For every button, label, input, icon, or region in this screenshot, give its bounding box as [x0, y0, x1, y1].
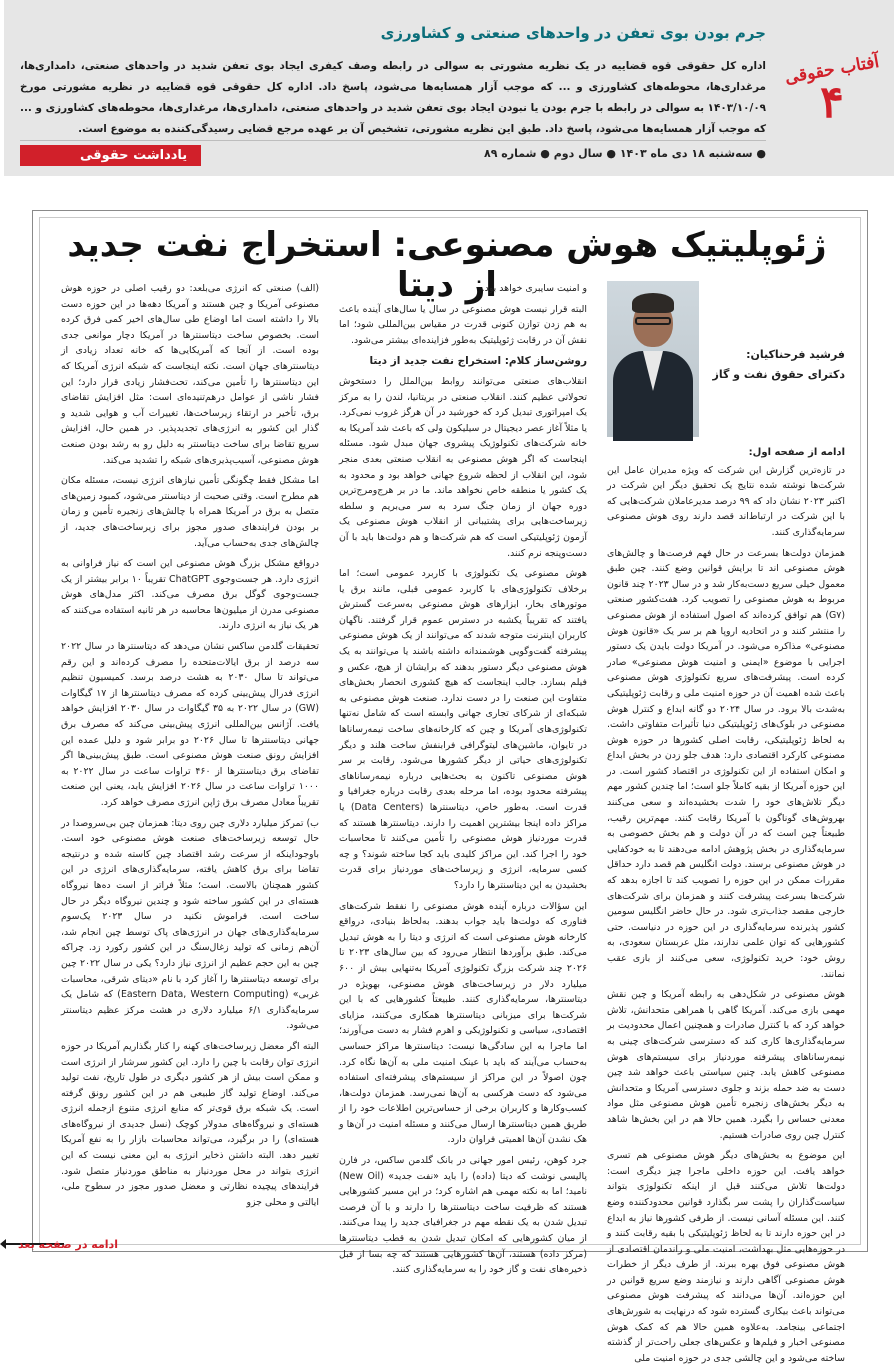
paragraph: اما مشکل فقط چگونگی تأمین نیازهای انرژی نیست، مسئله مکان هم مطرح است. وقتی صحبت از دیتاسنتر می‌شود، کمبود زمین‌های متصل به برق در آمریکا همراه با چالش‌های زنجیره تأمین و زمان بر بودن فرایندهای صدور مجوز برای زیرساخت‌های جدید، از چالش‌های جدی به‌حساب می‌آید.	[61, 475, 319, 549]
top-news-band	[4, 0, 894, 176]
author-name: فرشید فرحناکیان:	[746, 348, 845, 361]
brief-headline: جرم بودن بوی تعفن در واحدهای صنعتی و کشاورزی	[380, 24, 766, 42]
paragraph: البته قرار نیست هوش مصنوعی در سال یا سال‌های آینده باعث به هم زدن توازن کنونی قدرت در مقیاس بین‌المللی شود؛ اما نقش آن در رقابت ژئوپلیتیک به‌طور فزاینده‌ای بیشتر می‌شود.	[339, 303, 587, 346]
continuation-label: ادامه از صفحه اول:	[748, 447, 845, 458]
paragraph: هوش مصنوعی در شکل‌دهی به رابطه آمریکا و چین نقش مهمی بازی می‌کند. آمریکا گاهی با همراهی متحدانش، تلاش خواهد کرد که با کنترل صادرات و همچنین اعمال محدودیت بر سرمایه‌گذاری‌ها کاری کند که دسترسی شرکت‌های چینی به نیمه‌رساناهای پیشرفته موردنیاز برای سیستم‌های هوش مصنوعی کاهش یابد. چنین سیاستی باعث خواهد شد چین دست به ضد حمله بزند و جلوی دسترسی آمریکا و متحدانش به دیگر بخش‌های زنجیره تأمین هوش مصنوعی مثل مواد معدنی حساس را بگیرد. همین حالا هم در این بخش‌ها شاهد کنترل چین روی صادرات هستیم.	[607, 989, 845, 1141]
brief-body: اداره کل حقوقی قوه قضاییه در یک نظریه مشورتی به سوالی در رابطه وصف کیفری ایجاد بوی تعفن شدید در واحدهای صنعتی، دامداری‌ها، مرغداری‌ها، محوطه‌های کشاورزی و ... که موجب آزار همسایه‌ها می‌شود، پاسخ داد. اداره کل حقوقی قوه قضاییه در نظریه مشورتی مورخ ۱۴۰۳/۱۰/۰۹ به سوالی در رابطه با جرم بودن یا نبودن ایجاد بوی تعفن شدید در واحدهای صنعتی، دامداری‌ها، مرغداری‌ها، محوطه‌های کشاورزی و ... که موجب آزار همسایه‌ها می‌شود، پاسخ داد. طبق این نظریه مشورتی، تشخیص آن بر عهده مرجع قضایی رسیدگی‌کننده به موضوع است.	[20, 60, 766, 135]
paragraph: ب) تمرکز میلیارد دلاری چین روی دیتا: همزمان چین بی‌سروصدا در حال توسعه زیرساخت‌های صنعت هوش مصنوعی خود است. باوجوداینکه از سرعت رشد اقتصاد چین کاسته شده و درنتیجه تقاضا برای برق کاهش یافته، سرمایه‌گذاری‌های انرژی در این کشور همچنان بالاست. است؛ مثلاً فراتر از است ده‌ها نیروگاه هسته‌ای در این کشور ساخته شود و چندین نیروگاه دیگر در حال ساخت است. فراموش نکنید در سال ۲۰۲۳ یک‌سوم سرمایه‌گذاری‌های جهان در انرژی‌های پاک توسط چین انجام شد، آن‌هم زمانی که تولید زغال‌سنگ در این کشور رکورد زد. چراکه چین به این حجم عظیم از انرژی نیاز دارد؟ یکی در سال ۲۰۲۲ چین برای توسعه دیتاسنترها را آغاز کرد با نام «دیتای شرقی، محاسبات غربی» (Eastern Data, Western Computing) که شامل یک سرمایه‌گذاری ۶/۱ میلیارد دلاری در هشت مرکز عظیم دیتاسنتر می‌شود.	[61, 817, 320, 1032]
author-photo	[607, 281, 699, 437]
paragraph: این موضوع به بخش‌های دیگر هوش مصنوعی هم تسری خواهد یافت. این حوزه داخلی ماجرا چیز دیگری است: دولت‌ها تلاش می‌کنند قبل از اینکه تکنولوژی بتواند سیاست‌گذاران را پشت سر بگذارد قوانین محدودکننده وضع کنند. این مسئله آسانی نیست. از طرفی کشورها نیاز به ابداع در این حوزه دارند تا به لحاظ ژئوپلیتیکی با بقیه رقابت کنند و در حوزه‌هایی مثل بهداشت، امنیت ملی و راندمان اقتصادی از هوش مصنوعی فوق بهره ببرند. از طرف دیگر از خطرات هوش مصنوعی آگاهی دارند و نیازمند وضع سریع قوانین در این حوزه‌اند. آن‌ها می‌دانند که پیشرفت هوش مصنوعی می‌تواند باعث بیکاری گسترده شود که درنهایت به شورش‌های اجتماعی بینجامد. به‌علاوه همین حالا هم که کمک هوش مصنوعی اخبار و فیلم‌ها و عکس‌های جعلی راحت‌تر از گذشته ساخته می‌شود و این چالشی جدی در حوزه امنیت ملی	[607, 1150, 845, 1364]
paragraph: هوش مصنوعی یک تکنولوژی با کاربرد عمومی است؛ اما برخلاف تکنولوژی‌های با کاربرد عمومی قبلی، مانند برق یا موتورهای بخار، ابزارهای هوش مصنوعی به‌سرعت گسترش یافتند که تقریباً یکشبه در دسترس عموم قرار گرفتند. ناگهان کاربران اینترنت متوجه شدند که می‌توانند از یک هوش مصنوعی پیشرفته گفت‌وگویی هوشمندانه داشته باشند یا می‌توانند به یک هوش مصنوعی دیگر دستور بدهند که برایشان از هیچ، عکس و فیلم بسازد. جالب اینجاست که هیچ کشوری انحصار بخش‌های متفاوت این صنعت را در دست ندارد. صنعت هوش مصنوعی به شبکه‌ای از شرکای تجاری جهانی وابسته است که شامل نه‌تنها تکنولوژی‌های آمریکا و چین که کارخانه‌های ساخت نیمه‌رساناها در تایوان، ماشین‌های لیتوگرافی فرابنفش ساخت هلند و دیگر تکنولوژی‌های حیاتی از دیگر کشورها می‌شود. رقابت بر سر هوش مصنوعی تاکنون به بحث‌هایی درباره نیمه‌رساناهای پیشرفته محدود بوده، اما مرحله بعدی رقابت درباره جغرافیا و قدرت است. به‌طور خاص، دیتاسنترها (Data Centers) یا مراکز داده اینجا بیشترین اهمیت را دارند. دیتاسنترها هستند که قدرت موردنیاز هوش مصنوعی را تأمین می‌کنند تا محاسبات خود را اجرا کند. این مراکز کلیدی باید کجا ساخته شوند؟ و چه کسی سرمایه، انرژی و زیرساخت‌های موردنیاز برای قدرت بخشیدن به این دیتاسنترها را دارد؟	[339, 568, 587, 891]
paragraph: و امنیت سایبری خواهد بود.	[481, 283, 587, 294]
article-column-3	[61, 281, 319, 1231]
paragraph: تحقیقات گلدمن ساکس نشان می‌دهد که دیتاسنترها در سال ۲۰۲۲ سه درصد از برق ایالات‌متحده را مصرف کرده‌اند و این رقم می‌تواند تا سال ۲۰۳۰ به هشت درصد برسد. کمیسیون تنظیم انرژی فدرال پیش‌بینی کرده که مصرف دیتاسنترها از ۱۷ گیگاوات (GW) در سال ۲۰۲۲ به ۳۵ گیگاوات در سال ۲۰۳۰ افزایش خواهد یافت. آژانس بین‌المللی انرژی پیش‌بینی می‌کند که مصرف برق جهانی دیتاسنترها تا سال ۲۰۲۶ دو برابر شود و دلیل عمده این افزایش رونق صنعت هوش مصنوعی است. طبق پیش‌بینی‌ها اگر تقاضای برق دیتاسنترها از ۴۶۰ تراوات ساعت در سال ۲۰۲۲ به ۱۰۰۰ تراوات ساعت در سال ۲۰۲۶ افزایش یابد، یعنی این صنعت تقریباً معادل مصرف برق ژاپن انرژی مصرف خواهد کرد.	[61, 641, 320, 808]
article-column-2	[339, 281, 587, 1276]
newspaper-logo	[780, 48, 884, 164]
page-number: ۴	[820, 77, 844, 128]
paragraph: همزمان دولت‌ها بسرعت در حال فهم فرصت‌ها و چالش‌های هوش مصنوعی اند تا برایش قوانین وضع کنند. چین طبق معمول خیلی سریع دست‌به‌کار شد و در سال ۲۰۲۳ چند قانون مربوط به هوش مصنوعی را تصویب کرد. هفت‌کشور صنعتی (G۷) هم توافق کرده‌اند که اصول استفاده از هوش مصنوعی را منتشر کنند و در اتحادیه اروپا هم بر سر یک «قانون هوش مصنوعی» مذاکره می‌شود. در آمریکا دولت بایدن یک دستور اجرایی با موضوع «ایمنی و امنیت هوش مصنوعی» صادر کرده است. پیشرفت‌های سریع تکنولوژی هوش مصنوعی باعث شده اهمیت آن در حوزه امنیت ملی و رقابت ژئوپلیتیکی به‌شدت بالا برود. در سال ۲۰۲۴ دو گانه ابداع و کنترل هوش مصنوعی در بلوک‌های ژئوپلیتیکی دنیا تأثیرات متفاوتی داشت. به لحاظ ژئوپلیتیکی، رقابت اصلی کشورها در حوزه هوش مصنوعی کارکرد اقتصادی دارد: هدف جلو زدن در بخش ابداع و امکان استفاده از این تکنولوژی در اقتصاد کشور است. در این حوزه آمریکا از بقیه کاملاً جلو است؛ اما چندین کشور مهم دیگر تلاش‌های خود را شدت بخشیده‌اند و سعی می‌کنند بهروش‌های گوناگون با آمریکا رقابت کنند. مهم‌ترین رقیب، طبیعتاً چین است که در آن دولت و هم بخش خصوصی به سرمایه‌گذاری در بخش پژوهش ادامه می‌دهند تا به خودکفایی در هوش مصنوعی برسند. دولت انگلیس هم قصد دارد حداقل مقررات ممکن در این حوزه را تصویب کند تا اجازه بدهد که شرکت‌ها بسرعت پیشرفت کنند و همزمان برای شرکت‌های خارجی مقصد جذاب‌تری شود. در حال حاضر انگلیس سومین کشور پذیرنده سرمایه‌گذاری در این حوزه در دنیاست. حتی کشورهایی که توان علمی ندارند، مثل عربستان سعودی، به روش خود: خرید تکنولوژی، سعی می‌کنند از بازی عقب نمانند.	[607, 547, 846, 980]
article-frame	[32, 210, 868, 1364]
section-tag: یادداشت حقوقی	[20, 145, 201, 166]
paragraph: (الف) صنعتی که انرژی می‌بلعد: دو رقیب اصلی در حوزه هوش مصنوعی آمریکا و چین هستند و آمریکا دهه‌ها در این حوزه دست بالا را داشته است اما اوضاع طی سال‌های اخیر کمی فرق کرده است. بخصوص ساخت دیتاسنترها در آمریکا دچار موانعی جدی بوده است. از آنجا که آمریکایی‌ها که خانه تعداد زیادی از دیتاسنترهای جهان است. نکته اینجاست که شبکه انرژی آمریکا که این دیتاسنترها را تأمین می‌کند، تحت‌فشار زیادی قرار دارد؛ این فشار ناشی از عوامل درهم‌تنیده‌ای است: مثل افزایش تقاضای برق، تأخیر در ارتقاء زیرساخت‌ها، تغییرات آب و هوایی شدید و گذار این کشور به انرژی‌های تجدیدپذیر. در همین حال، افزایش سریع تقاضا برای ساخت دیتاسنتر به دلیل رو به رشد بودن صنعت هوش مصنوعی، آسیب‌پذیری‌های شبکه را تشدید می‌کند.	[61, 283, 319, 466]
article-subheading: روشن‌ساز کلام: استخراج نفت جدید از دیتا	[369, 355, 587, 368]
issue-bar	[20, 140, 766, 169]
paragraph: درواقع مشکل بزرگ هوش مصنوعی این است که نیاز فراوانی به انرژی دارد. هر جست‌وجوی ChatGPT تقریباً ۱۰ برابر بیشتر از یک جست‌وجوی گوگل برق مصرف می‌کند. اکثر مدل‌های هوش مصنوعی مدرن از میلیون‌ها محاسبه در هر ثانیه استفاده می‌کنند که هر یک نیاز به انرژی دارند.	[61, 558, 319, 632]
paragraph: جرد کوهن، رئیس امور جهانی در بانک گلدمن ساکس، در فارن پالیسی نوشت که دیتا (داده) را باید «نفت جدید» (New Oil) نامید؛ اما به نکته مهمی هم اشاره کرد؛ در این مسیر کشورهایی هستند که ظرفیت ساخت دیتاسنترها را دارند و با آن فرصت تبدیل شدن به یک نقطه مهم در جغرافیای جدید را پیدا می‌کنند. از میان کشورهایی که امکان تبدیل شدن به قطب دیتاسنترها (مرکز داده) هستند، آن‌ها کشورهایی هستند که چه بسا از قبل ذخیره‌های نفت و گاز خود را به سرمایه‌گذاری کنند.	[339, 1155, 587, 1276]
paragraph: این سؤالات درباره آینده هوش مصنوعی را نفقط شرکت‌های فناوری که دولت‌ها باید جواب بدهند. به‌لحاظ بنیادی، درواقع کارخانه هوش مصنوعی است که انرژی و دیتا را به هوش تبدیل می‌کند. طبق برآوردها انتظار می‌رود که بین سال‌های ۲۰۲۳ تا ۲۰۲۶ چند شرکت بزرگ تکنولوژی آمریکا به‌تنهایی بیش از ۶۰۰ میلیارد دلار در زیرساخت‌های هوش مصنوعی، بهویژه در دیتاسنترها، سرمایه‌گذاری کنند. طبیعتاً کشورهایی که با این شرکت‌ها برای میزبانی دیتاسنترها همکاری می‌کنند، مزایای اقتصادی، سیاسی و تکنولوژیکی و اهرم فشار به دست می‌آورند؛ اما ماجرا به این سادگی‌ها نیست: دیتاسنترها مراکز حساسی به‌حساب می‌آیند که باید با عینک امنیت ملی به آن‌ها نگاه کرد. چون اصولاً در این مراکز از سیستم‌های پیشرفته‌ای استفاده می‌شود که دست هرکسی به آن‌ها نمی‌رسد. همزمان دولت‌ها، کسب‌وکارها و کاربران برخی از حساس‌ترین اطلاعات خود را از طریق همین دیتاسنترها ارسال می‌کنند و مسئله امنیت در آن‌ها و هک نشدن آن‌ها اهمیتی فراوان دارد.	[339, 900, 587, 1146]
logo-script: آفتاب حقوقی	[783, 51, 881, 89]
paragraph: البته اگر معضل زیرساخت‌های کهنه را کنار بگذاریم آمریکا در حوزه انرژی توان رقابت با چین را دارد. این کشور سرشار از انرژی است و ممکن است بیش از هر کشور دیگری در طول تاریخ، نفت تولید می‌کند. اوضاع تولید گاز طبیعی هم در این کشور رونق گرفته است. یک شبکه برق قوی‌تر که منابع انرژی متنوع ازجمله انرژی هسته‌ای و نیروگاه‌های مدولار کوچک (نسل جدیدی از نیروگاه‌های هسته‌ای) را در برگیرد، می‌تواند محاسبات بازار را به نفع آمریکا تغییر دهد. البته داشتن ذخایر انرژی به این معنی نیست که این انرژی بتواند در محل موردنیاز به مناطق موردنیاز متصل شود. فرایندهای پیچیده نظارتی و معضل صدور مجوز در سطوح ملی، ایالتی و محلی جزو	[61, 1040, 319, 1208]
author-box	[607, 281, 845, 437]
continued-on-next-page[interactable]: ادامه در صفحه بعد	[18, 1238, 118, 1251]
article-column-1	[607, 281, 846, 1364]
paragraph: انقلاب‌های صنعتی می‌توانند روابط بین‌الملل را دستخوش تحولاتی عظیم کنند. انقلاب صنعتی در بریتانیا، لندن را به مرکز یک امپراتوری تبدیل کرد که خورشید در آن هرگز غروب نمی‌کرد. یا مثلاً آغاز عصر دیجیتال در سیلیکون ولی که باعث شد آمریکا به خانه شرکت‌های تکنولوژیک پیشروی جهان مبدل شود. مسئله اینجاست که اگر هوش مصنوعی به انقلاب صنعتی بعدی منجر شود، این انقلاب از لحظه شروع جهانی خواهد بود و محدود به یک کشور یا منطقه خاص نخواهد ماند. ما در بر هرج‌ومرج‌ترین دوره جهان از زمان جنگ سرد به سر می‌بریم و سلطه زیرساخت‌هایی برای پشتیبانی از انقلاب هوش مصنوعی یک آزمون ژئوپلیتیکی است که هم شرکت‌ها و هم دولت‌ها باید با آن دست‌وپنجه نرم کنند.	[339, 375, 587, 559]
issue-info: ● سه‌شنبه ۱۸ دی ماه ۱۴۰۳ ● سال دوم ● شماره ۸۹	[484, 147, 766, 160]
paragraph: در تازه‌ترین گزارش این شرکت که ویژه مدیران عامل این شرکت‌ها نوشته شده نتایج یک تحقیق دیگر این شرکت در اکتبر ۲۰۲۳ نشان داد که ۹۹ درصد مدیرعاملان شرکت‌هایی که با این شرکت در ارتباط‌اند قصد دارند روی هوش مصنوعی سرمایه‌گذاری کنند.	[607, 464, 845, 538]
article-title: ژئوپلیتیک هوش مصنوعی: استخراج نفت جدید از دیتا	[67, 225, 827, 305]
author-role: دکترای حقوق نفت و گاز	[712, 368, 845, 381]
